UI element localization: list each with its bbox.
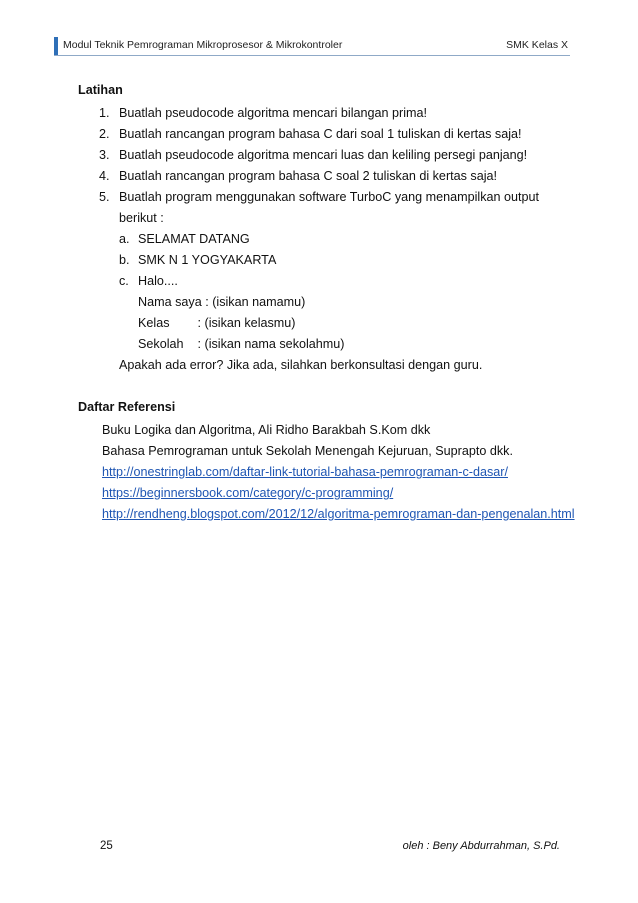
reference-link[interactable]: http://onestringlab.com/daftar-link-tutorial-bahasa-pemrograman-c-dasar/ [102,465,508,479]
sub-list-item [78,271,578,292]
book-reference: Buku Logika dan Algoritma, Ali Ridho Barakbah S.Kom dkk [102,423,431,437]
book-reference: Bahasa Pemrograman untuk Sekolah Menengah Kejuruan, Suprapto dkk. [102,444,513,458]
list-item-text: Buatlah pseudocode algoritma mencari luas dan keliling persegi panjang! [119,148,528,162]
list-item-text: Buatlah rancangan program bahasa C soal 2 tuliskan di kertas saja! [119,169,498,183]
latihan-title: Latihan [78,83,123,97]
list-item-number: 1. [99,106,110,120]
detail-key: Sekolah [138,337,184,351]
page-content [78,80,578,525]
header-accent-bar [54,37,58,55]
list-item [78,145,578,166]
list-item [78,103,578,124]
list-item-number: 5. [99,190,110,204]
detail-line [78,313,578,334]
list-item [78,124,578,145]
reference-link[interactable]: https://beginnersbook.com/category/c-programming/ [102,486,394,500]
list-item-text: Buatlah rancangan program bahasa C dari soal 1 tuliskan di kertas saja! [119,127,522,141]
sub-item-text: SMK N 1 YOGYAKARTA [138,253,277,267]
list-item-text: Buatlah program menggunakan software TurboC yang menampilkan output berikut : [119,190,540,225]
page-number: 25 [100,840,113,852]
header-class-label: SMK Kelas X [506,39,568,51]
detail-key: Kelas [138,316,170,330]
sub-list-item [78,250,578,271]
consult-note: Apakah ada error? Jika ada, silahkan berkonsultasi dengan guru. [119,358,483,372]
reference-link[interactable]: http://rendheng.blogspot.com/2012/12/algoritma-pemrograman-dan-pengenalan.html [102,507,575,521]
referensi-list [78,420,578,525]
list-item [78,166,578,187]
detail-value: : (isikan kelasmu) [197,316,296,330]
sub-list-item [78,229,578,250]
detail-value: : (isikan nama sekolahmu) [197,337,345,351]
sub-item-text: SELAMAT DATANG [138,232,250,246]
author-credit: oleh : Beny Abdurrahman, S.Pd. [402,840,560,852]
page-header [54,37,570,56]
sub-item-letter: a. [119,232,130,246]
detail-key: Nama saya [138,295,202,309]
detail-line [78,292,578,313]
sub-item-letter: c. [119,274,129,288]
referensi-title: Daftar Referensi [78,400,176,414]
list-item-number: 3. [99,148,110,162]
list-item [78,187,578,229]
list-item-number: 4. [99,169,110,183]
sub-item-text: Halo.... [138,274,178,288]
list-item-number: 2. [99,127,110,141]
latihan-list [78,103,578,376]
list-item-text: Buatlah pseudocode algoritma mencari bilangan prima! [119,106,428,120]
header-module-title: Modul Teknik Pemrograman Mikroprosesor & Mikrokontroler [63,39,343,51]
detail-line [78,334,578,355]
sub-item-letter: b. [119,253,130,267]
detail-value: : (isikan namamu) [205,295,306,309]
